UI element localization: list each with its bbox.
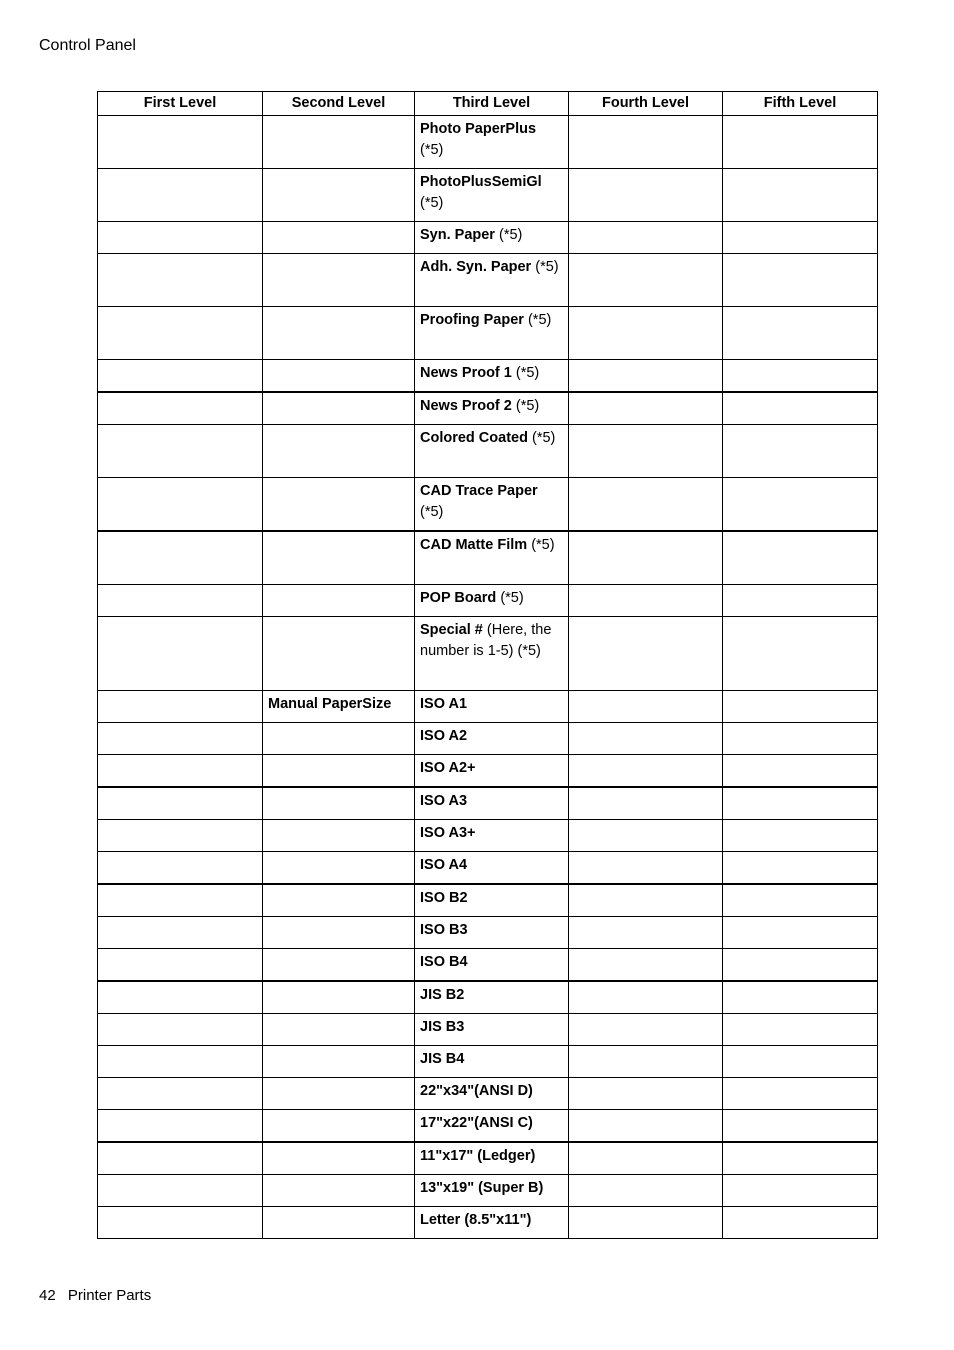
cell-fourth-level — [569, 1175, 723, 1207]
cell-third-level — [415, 392, 569, 425]
cell-first-level — [98, 884, 263, 917]
cell-second-level — [263, 949, 415, 982]
cell-second-level — [263, 531, 415, 585]
page-header-title: Control Panel — [39, 37, 136, 54]
cell-second-level — [263, 392, 415, 425]
cell-first-level — [98, 1014, 263, 1046]
cell-first-level — [98, 254, 263, 307]
cell-second-level — [263, 116, 415, 169]
third-level-note: (*5) — [535, 259, 559, 275]
cell-first-level — [98, 1046, 263, 1078]
third-level-label: JIS B2 — [420, 987, 465, 1003]
third-level-label: Syn. Paper — [420, 227, 495, 243]
cell-second-level — [263, 1014, 415, 1046]
cell-fifth-level — [723, 1046, 878, 1078]
table-row — [98, 1046, 878, 1078]
cell-third-level — [415, 820, 569, 852]
cell-fifth-level — [723, 1078, 878, 1110]
cell-fifth-level — [723, 478, 878, 532]
cell-fourth-level — [569, 307, 723, 360]
third-level-note: (*5) — [531, 537, 555, 553]
cell-first-level — [98, 1175, 263, 1207]
cell-first-level — [98, 852, 263, 885]
cell-fourth-level — [569, 981, 723, 1014]
cell-first-level — [98, 222, 263, 254]
table-row — [98, 820, 878, 852]
cell-fifth-level — [723, 981, 878, 1014]
cell-fifth-level — [723, 820, 878, 852]
cell-first-level — [98, 820, 263, 852]
cell-second-level — [263, 1207, 415, 1239]
table-row — [98, 425, 878, 478]
cell-first-level — [98, 585, 263, 617]
third-level-label: Letter (8.5"x11") — [420, 1212, 532, 1228]
third-level-note: (*5) — [420, 504, 444, 520]
cell-fifth-level — [723, 852, 878, 885]
cell-third-level — [415, 1175, 569, 1207]
cell-fifth-level — [723, 1175, 878, 1207]
cell-fifth-level — [723, 1142, 878, 1175]
table-row — [98, 755, 878, 788]
cell-first-level — [98, 1207, 263, 1239]
column-header-fourth-level: Fourth Level — [569, 92, 723, 116]
table-row — [98, 1175, 878, 1207]
column-header-fifth-level: Fifth Level — [723, 92, 878, 116]
page-footer — [39, 1287, 151, 1304]
third-level-note: (*5) — [527, 312, 552, 328]
cell-fourth-level — [569, 755, 723, 788]
cell-third-level — [415, 169, 569, 222]
cell-third-level — [415, 425, 569, 478]
cell-second-level — [263, 617, 415, 691]
table-row — [98, 1014, 878, 1046]
cell-fourth-level — [569, 585, 723, 617]
cell-fourth-level — [569, 617, 723, 691]
cell-fifth-level — [723, 169, 878, 222]
cell-fifth-level — [723, 949, 878, 982]
column-header-first-level: First Level — [98, 92, 263, 116]
cell-fifth-level — [723, 884, 878, 917]
table-row — [98, 1078, 878, 1110]
cell-third-level — [415, 307, 569, 360]
third-level-label: ISO A3 — [420, 793, 468, 809]
cell-third-level — [415, 1078, 569, 1110]
third-level-label: Photo PaperPlus — [420, 121, 537, 137]
cell-third-level — [415, 254, 569, 307]
table-row — [98, 617, 878, 691]
cell-first-level — [98, 617, 263, 691]
table-row — [98, 222, 878, 254]
cell-fourth-level — [569, 425, 723, 478]
cell-third-level — [415, 617, 569, 691]
cell-third-level — [415, 116, 569, 169]
cell-fourth-level — [569, 222, 723, 254]
cell-fourth-level — [569, 254, 723, 307]
third-level-label: Special # — [420, 622, 483, 638]
cell-first-level — [98, 116, 263, 169]
cell-first-level — [98, 755, 263, 788]
third-level-label: Adh. Syn. Paper — [420, 259, 532, 275]
cell-first-level — [98, 478, 263, 532]
table-row — [98, 307, 878, 360]
cell-fifth-level — [723, 360, 878, 393]
table-row — [98, 116, 878, 169]
cell-third-level — [415, 787, 569, 820]
third-level-label: POP Board — [420, 590, 497, 606]
menu-level-table — [97, 91, 878, 1239]
cell-fourth-level — [569, 884, 723, 917]
table-row — [98, 949, 878, 982]
third-level-note: (Here, the number is 1-5) (*5) — [420, 622, 552, 659]
cell-second-level — [263, 691, 415, 723]
column-header-second-level: Second Level — [263, 92, 415, 116]
table-row — [98, 917, 878, 949]
cell-fifth-level — [723, 691, 878, 723]
cell-first-level — [98, 1078, 263, 1110]
cell-third-level — [415, 585, 569, 617]
cell-third-level — [415, 949, 569, 982]
cell-first-level — [98, 360, 263, 393]
cell-second-level — [263, 585, 415, 617]
cell-second-level — [263, 1175, 415, 1207]
third-level-label: 17"x22"(ANSI C) — [420, 1115, 533, 1131]
table-row — [98, 585, 878, 617]
cell-fifth-level — [723, 617, 878, 691]
table-row — [98, 169, 878, 222]
third-level-note: (*5) — [531, 430, 556, 446]
third-level-label: CAD Matte Film — [420, 537, 528, 553]
cell-fourth-level — [569, 116, 723, 169]
table-row — [98, 691, 878, 723]
cell-fourth-level — [569, 169, 723, 222]
cell-fourth-level — [569, 478, 723, 532]
cell-first-level — [98, 723, 263, 755]
cell-fifth-level — [723, 222, 878, 254]
third-level-label: 13"x19" (Super B) — [420, 1180, 544, 1196]
cell-fifth-level — [723, 585, 878, 617]
cell-second-level — [263, 1078, 415, 1110]
table-row — [98, 884, 878, 917]
table-row — [98, 531, 878, 585]
cell-second-level — [263, 222, 415, 254]
third-level-label: ISO B2 — [420, 890, 468, 906]
third-level-label: News Proof 1 — [420, 365, 512, 381]
table-row — [98, 360, 878, 393]
table-row — [98, 723, 878, 755]
cell-third-level — [415, 478, 569, 532]
cell-second-level — [263, 478, 415, 532]
cell-first-level — [98, 949, 263, 982]
table-header-row — [98, 92, 878, 116]
cell-third-level — [415, 691, 569, 723]
third-level-label: 22"x34"(ANSI D) — [420, 1083, 533, 1099]
column-header-third-level: Third Level — [415, 92, 569, 116]
third-level-note: (*5) — [515, 398, 540, 414]
third-level-label: ISO B4 — [420, 954, 468, 970]
cell-fourth-level — [569, 820, 723, 852]
cell-third-level — [415, 723, 569, 755]
cell-fourth-level — [569, 787, 723, 820]
third-level-label: CAD Trace Paper — [420, 483, 538, 499]
cell-fourth-level — [569, 392, 723, 425]
table-row — [98, 981, 878, 1014]
cell-fifth-level — [723, 116, 878, 169]
cell-first-level — [98, 169, 263, 222]
cell-fourth-level — [569, 691, 723, 723]
cell-third-level — [415, 755, 569, 788]
cell-first-level — [98, 307, 263, 360]
cell-second-level — [263, 1046, 415, 1078]
cell-fourth-level — [569, 949, 723, 982]
second-level-label: Manual PaperSize — [268, 696, 392, 712]
cell-second-level — [263, 852, 415, 885]
cell-first-level — [98, 1142, 263, 1175]
cell-second-level — [263, 820, 415, 852]
cell-third-level — [415, 917, 569, 949]
third-level-label: JIS B3 — [420, 1019, 465, 1035]
cell-fourth-level — [569, 1046, 723, 1078]
third-level-label: Proofing Paper — [420, 312, 524, 328]
table-row — [98, 478, 878, 532]
cell-third-level — [415, 852, 569, 885]
third-level-label: ISO A3+ — [420, 825, 476, 841]
cell-second-level — [263, 307, 415, 360]
cell-second-level — [263, 169, 415, 222]
cell-third-level — [415, 360, 569, 393]
cell-third-level — [415, 222, 569, 254]
cell-fifth-level — [723, 1014, 878, 1046]
cell-fifth-level — [723, 917, 878, 949]
cell-first-level — [98, 691, 263, 723]
table-row — [98, 254, 878, 307]
cell-third-level — [415, 1014, 569, 1046]
cell-third-level — [415, 1207, 569, 1239]
cell-second-level — [263, 884, 415, 917]
cell-fifth-level — [723, 392, 878, 425]
table-row — [98, 1110, 878, 1143]
third-level-label: ISO A2 — [420, 728, 468, 744]
section-name: Printer Parts — [67, 1287, 152, 1304]
cell-first-level — [98, 917, 263, 949]
cell-fourth-level — [569, 852, 723, 885]
cell-first-level — [98, 787, 263, 820]
cell-fourth-level — [569, 1014, 723, 1046]
cell-fourth-level — [569, 1142, 723, 1175]
cell-fourth-level — [569, 531, 723, 585]
cell-second-level — [263, 917, 415, 949]
cell-third-level — [415, 1142, 569, 1175]
page-number: 42 — [39, 1287, 56, 1304]
cell-third-level — [415, 981, 569, 1014]
cell-fifth-level — [723, 755, 878, 788]
third-level-note: (*5) — [420, 142, 444, 158]
cell-second-level — [263, 1110, 415, 1143]
third-level-label: 11"x17" (Ledger) — [420, 1148, 536, 1164]
cell-second-level — [263, 254, 415, 307]
cell-second-level — [263, 981, 415, 1014]
cell-third-level — [415, 884, 569, 917]
table-row — [98, 787, 878, 820]
third-level-label: ISO A1 — [420, 696, 468, 712]
cell-fourth-level — [569, 917, 723, 949]
third-level-label: JIS B4 — [420, 1051, 465, 1067]
cell-first-level — [98, 531, 263, 585]
cell-fourth-level — [569, 360, 723, 393]
cell-third-level — [415, 1110, 569, 1143]
third-level-note: (*5) — [498, 227, 523, 243]
third-level-note: (*5) — [420, 195, 444, 211]
cell-first-level — [98, 1110, 263, 1143]
third-level-note: (*5) — [500, 590, 524, 606]
cell-second-level — [263, 787, 415, 820]
cell-second-level — [263, 1142, 415, 1175]
cell-first-level — [98, 425, 263, 478]
table-row — [98, 392, 878, 425]
third-level-label: ISO A4 — [420, 857, 468, 873]
cell-second-level — [263, 360, 415, 393]
cell-fifth-level — [723, 307, 878, 360]
cell-fourth-level — [569, 1078, 723, 1110]
cell-fifth-level — [723, 787, 878, 820]
cell-third-level — [415, 531, 569, 585]
third-level-note: (*5) — [515, 365, 540, 381]
third-level-label: News Proof 2 — [420, 398, 512, 414]
cell-fourth-level — [569, 723, 723, 755]
cell-second-level — [263, 425, 415, 478]
cell-second-level — [263, 723, 415, 755]
cell-fourth-level — [569, 1207, 723, 1239]
cell-fifth-level — [723, 723, 878, 755]
cell-fifth-level — [723, 425, 878, 478]
third-level-label: ISO B3 — [420, 922, 468, 938]
table-row — [98, 852, 878, 885]
cell-third-level — [415, 1046, 569, 1078]
cell-fifth-level — [723, 531, 878, 585]
cell-first-level — [98, 392, 263, 425]
cell-second-level — [263, 755, 415, 788]
cell-fourth-level — [569, 1110, 723, 1143]
cell-first-level — [98, 981, 263, 1014]
third-level-label: PhotoPlusSemiGl — [420, 174, 542, 190]
cell-fifth-level — [723, 1110, 878, 1143]
third-level-label: ISO A2+ — [420, 760, 476, 776]
third-level-label: Colored Coated — [420, 430, 528, 446]
cell-fifth-level — [723, 254, 878, 307]
table-row — [98, 1142, 878, 1175]
cell-fifth-level — [723, 1207, 878, 1239]
table-row — [98, 1207, 878, 1239]
